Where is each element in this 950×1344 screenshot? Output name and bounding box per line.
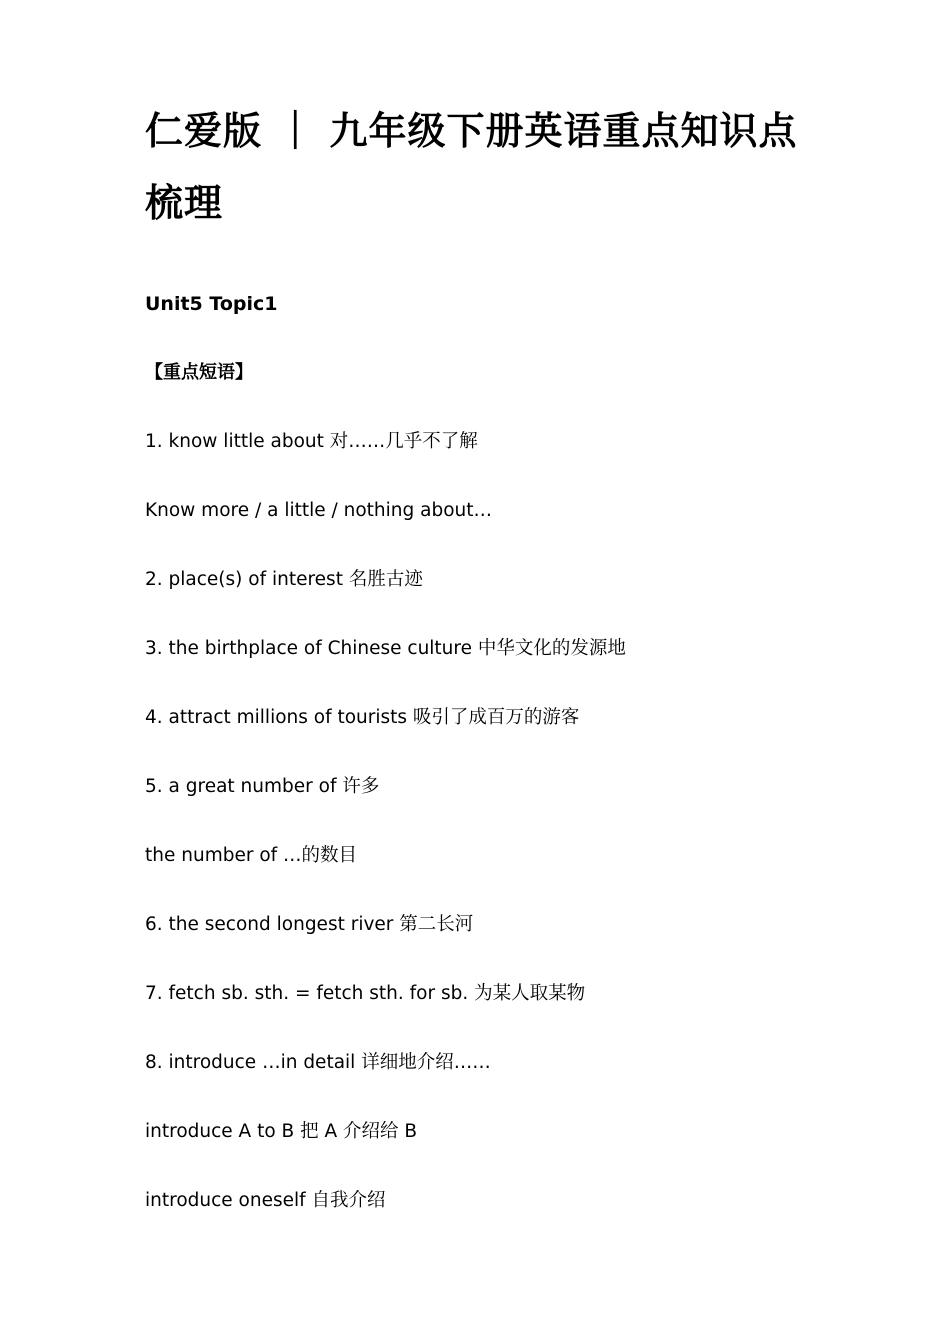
sub-heading-key-phrases: 【重点短语】 — [145, 362, 253, 383]
section-heading: Unit5 Topic1 — [145, 293, 278, 315]
phrase-line: introduce oneself 自我介绍 — [145, 1190, 386, 1211]
phrase-line: 8. introduce …in detail 详细地介绍…… — [145, 1052, 491, 1073]
phrase-line: 4. attract millions of tourists 吸引了成百万的游客 — [145, 707, 580, 728]
phrase-line: 1. know little about 对……几乎不了解 — [145, 431, 478, 452]
phrase-line: 3. the birthplace of Chinese culture 中华文化的发源地 — [145, 638, 626, 659]
phrase-line: introduce A to B 把 A 介绍给 B — [145, 1121, 418, 1142]
phrase-line: Know more / a little / nothing about… — [145, 500, 493, 521]
phrase-line: the number of …的数目 — [145, 845, 358, 866]
phrase-line: 2. place(s) of interest 名胜古迹 — [145, 569, 423, 590]
phrase-line: 5. a great number of 许多 — [145, 776, 380, 797]
phrase-list — [145, 428, 626, 1256]
phrase-line: 6. the second longest river 第二长河 — [145, 914, 474, 935]
page-title: 仁爱版 ｜ 九年级下册英语重点知识点梳理 — [145, 109, 798, 225]
phrase-line: 7. fetch sb. sth. = fetch sth. for sb. 为某人取某物 — [145, 983, 586, 1004]
